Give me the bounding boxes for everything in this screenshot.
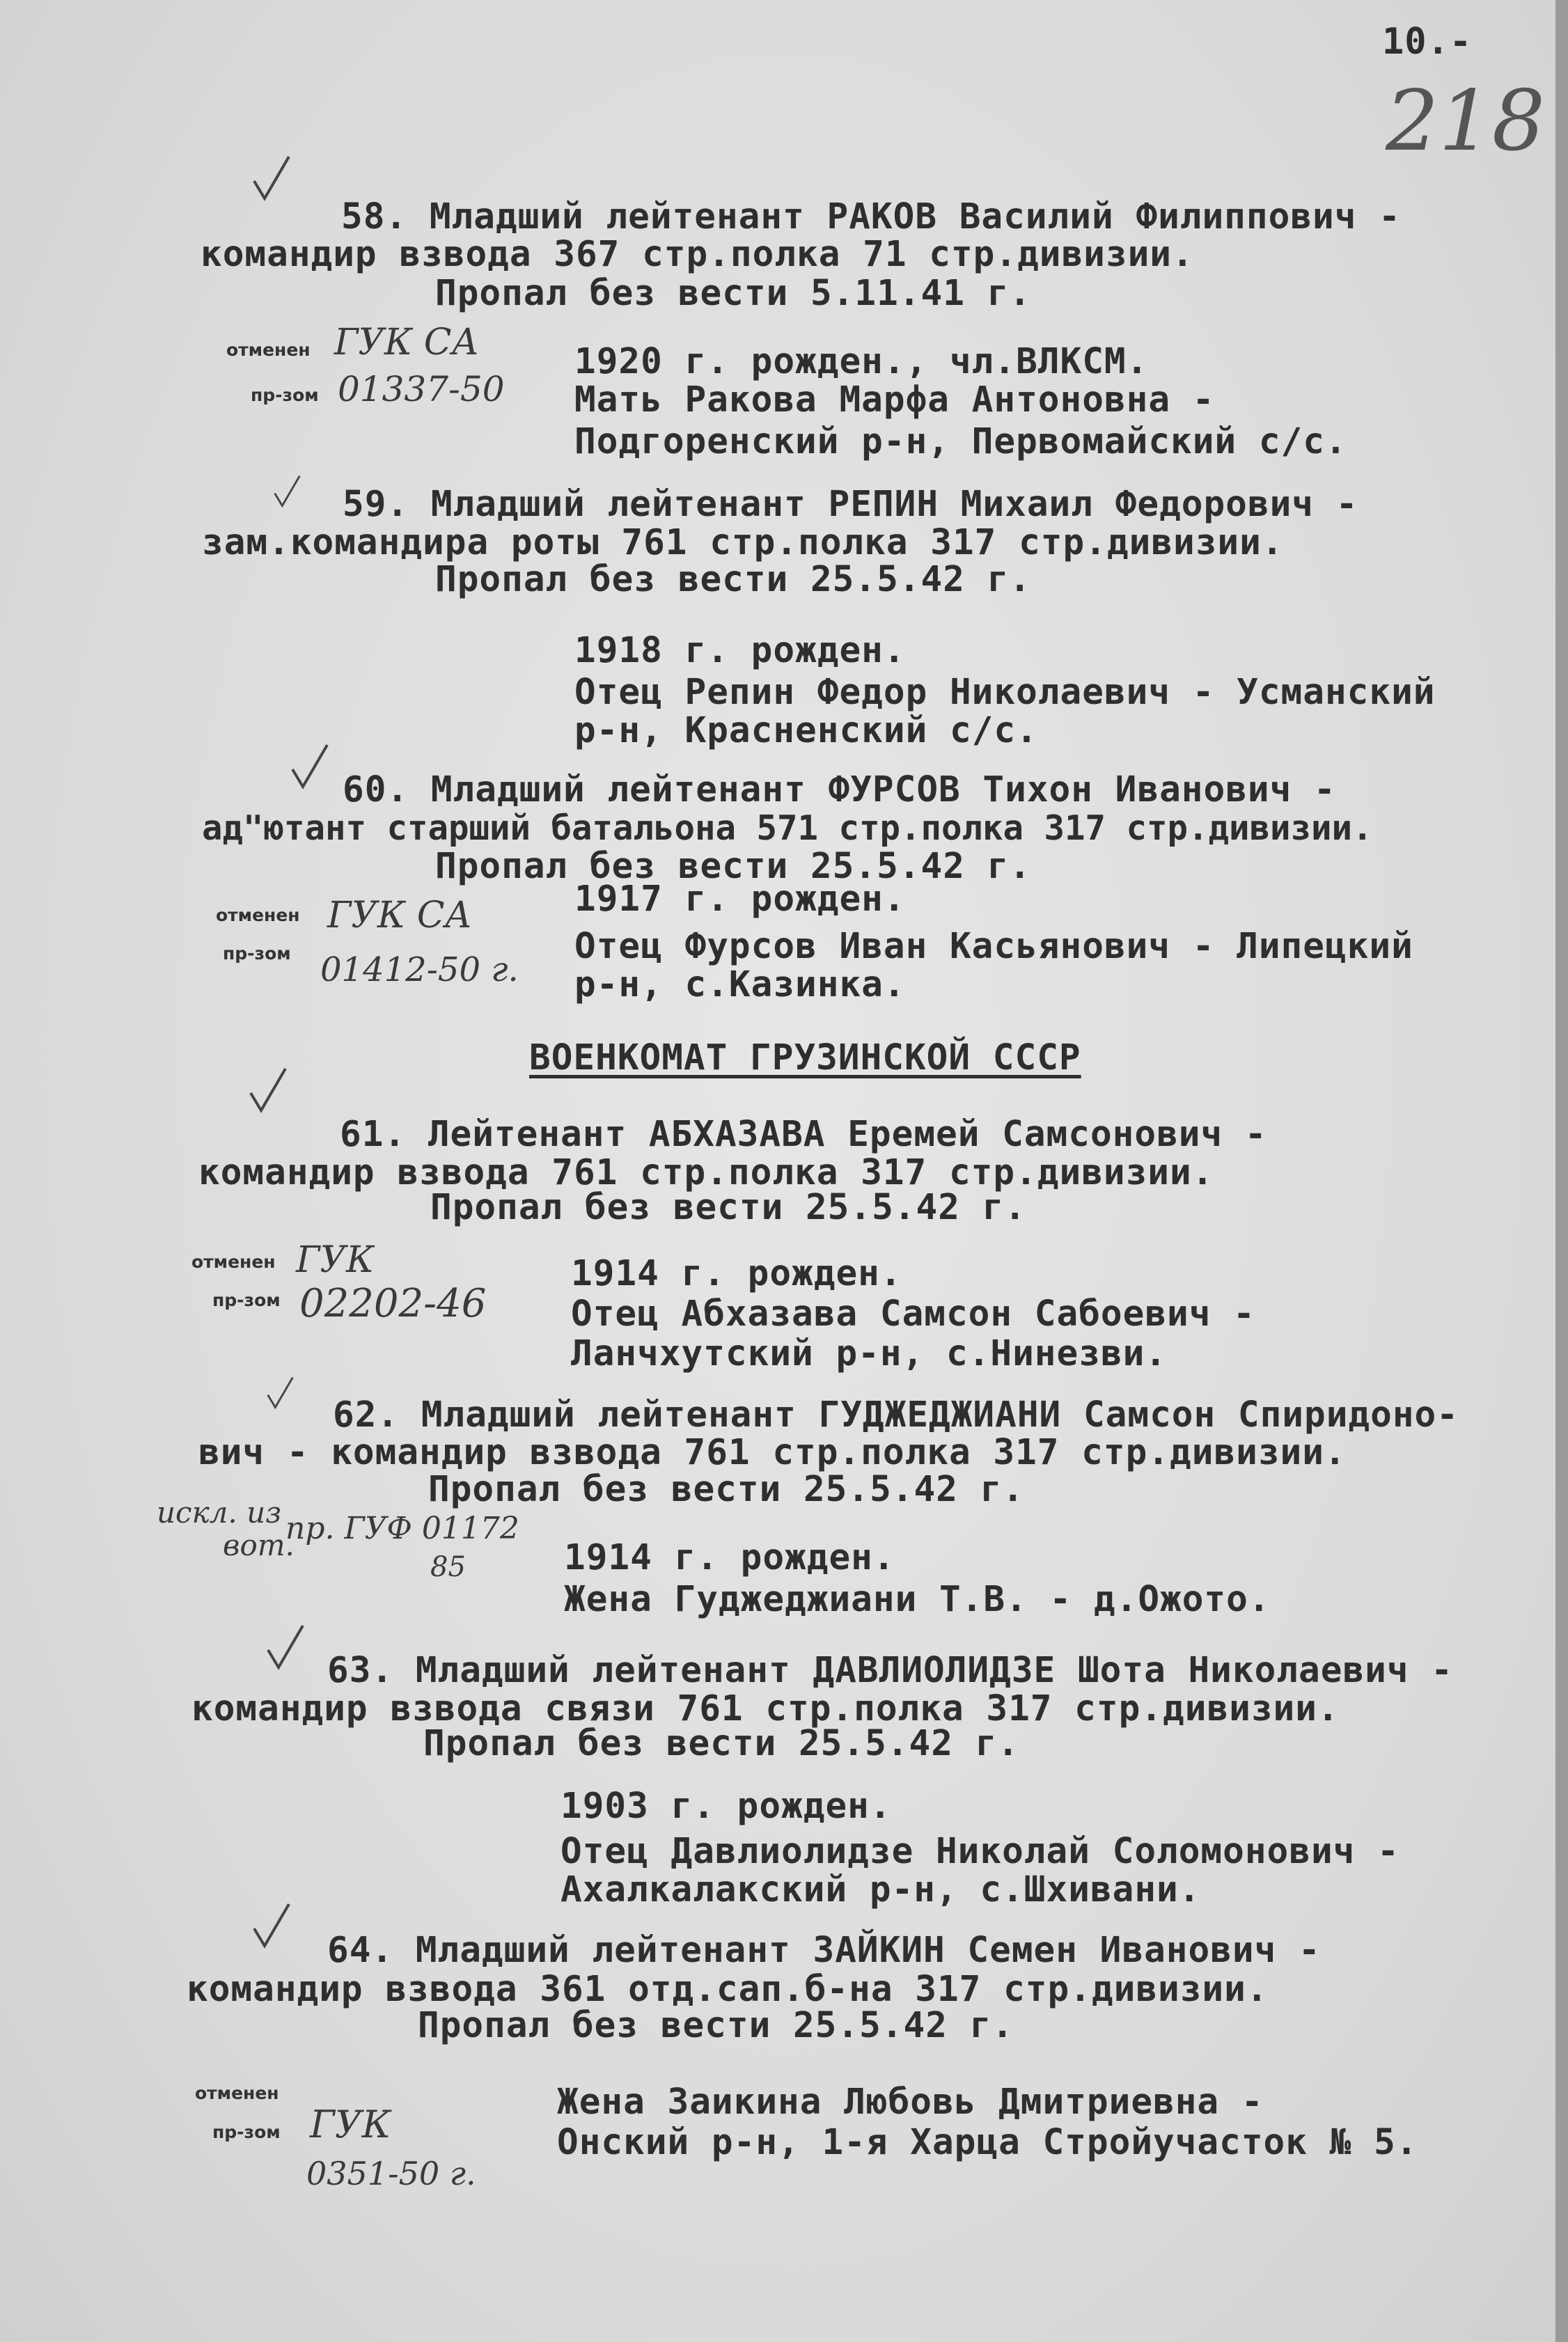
entry-63-line-6: Ахалкалакский р-н, с.Шхивани.	[560, 1869, 1201, 1910]
checkmark-icon	[251, 1901, 292, 1949]
entry-62-line-4: 1914 г. рожден.	[564, 1537, 895, 1578]
entry-63-line-2: командир взвода связи 761 стр.полка 317 стр.дивизии.	[191, 1688, 1340, 1729]
entry-58-line-3: Пропал без вести 5.11.41 г.	[435, 273, 1032, 314]
entry-59-line-5: Отец Репин Федор Николаевич - Усманский	[574, 672, 1436, 713]
entry-62-line-5: Жена Гуджеджиани Т.В. - д.Ожото.	[564, 1579, 1271, 1620]
entry-62-line-3: Пропал без вести 25.5.42 г.	[428, 1469, 1025, 1510]
entry-63-line-4: 1903 г. рожден.	[560, 1786, 892, 1827]
entry-64-line-2: командир взвода 361 отд.сап.б-на 317 стр.дивизии.	[187, 1969, 1269, 2010]
handwritten-note: 02202-46	[299, 1281, 487, 1326]
entry-58-line-4: 1920 г. рожден., чл.ВЛКСМ.	[574, 341, 1149, 382]
entry-60-line-4: 1917 г. рожден.	[574, 879, 906, 920]
entry-59-line-3: Пропал без вести 25.5.42 г.	[435, 559, 1032, 600]
entry-60-line-6: р-н, с.Казинка.	[574, 964, 906, 1005]
cancelled-stamp: отменен	[195, 2083, 279, 2103]
archive-number: 218	[1386, 73, 1546, 170]
entry-64-line-5: Онский р-н, 1-я Харца Стройучасток № 5.	[557, 2122, 1418, 2163]
entry-63-line-5: Отец Давлиолидзе Николай Соломонович -	[560, 1831, 1400, 1872]
entry-61-line-2: командир взвода 761 стр.полка 317 стр.дивизии.	[198, 1152, 1214, 1193]
cancelled-stamp: отменен	[191, 1252, 276, 1272]
handwritten-note: ГУК СА	[334, 322, 479, 363]
handwritten-note: пр. ГУФ 01172	[285, 1511, 519, 1546]
entry-62-line-1: 62. Младший лейтенант ГУДЖЕДЖИАНИ Самсон Спиридоно-	[333, 1394, 1459, 1436]
handwritten-note: 01337-50	[338, 369, 505, 409]
handwritten-note: вот.	[223, 1528, 295, 1562]
entry-63-line-1: 63. Младший лейтенант ДАВЛИОЛИДЗЕ Шота Николаевич -	[327, 1650, 1453, 1691]
entry-61-line-6: Ланчхутский р-н, с.Нинезви.	[571, 1333, 1168, 1374]
entry-62-line-2: вич - командир взвода 761 стр.полка 317 стр.дивизии.	[198, 1432, 1347, 1473]
entry-60-line-3: Пропал без вести 25.5.42 г.	[435, 846, 1032, 887]
entry-60-line-5: Отец Фурсов Иван Касьянович - Липецкий	[574, 926, 1413, 967]
entry-59-line-2: зам.командира роты 761 стр.полка 317 стр.дивизии.	[202, 522, 1284, 563]
handwritten-note: 85	[430, 1551, 466, 1583]
checkmark-icon	[265, 1375, 296, 1410]
entry-58-line-5: Мать Ракова Марфа Антоновна -	[574, 379, 1215, 421]
handwritten-note: ГУК СА	[327, 895, 472, 936]
cancelled-stamp: отменен	[216, 905, 300, 925]
handwritten-note: искл. из	[157, 1495, 282, 1530]
checkmark-icon	[247, 1065, 289, 1114]
page-edge	[1555, 0, 1568, 2342]
checkmark-icon	[265, 1622, 306, 1671]
entry-58-line-2: командир взвода 367 стр.полка 71 стр.дивизии.	[201, 234, 1194, 275]
entry-64-line-1: 64. Младший лейтенант ЗАЙКИН Семен Иванович -	[327, 1930, 1321, 1971]
handwritten-note: ГУК	[296, 1239, 375, 1281]
page-number: 10.-	[1382, 21, 1473, 63]
order-stamp: пр-зом	[212, 2122, 281, 2142]
entry-59-line-4: 1918 г. рожден.	[574, 630, 906, 671]
entry-59-line-6: р-н, Красненский с/с.	[574, 710, 1038, 751]
checkmark-icon	[289, 741, 331, 790]
entry-64-line-3: Пропал без вести 25.5.42 г.	[418, 2005, 1014, 2046]
handwritten-note: 0351-50 г.	[306, 2155, 476, 2192]
entry-58-line-6: Подгоренский р-н, Первомайский с/с.	[574, 421, 1347, 462]
entry-61-line-3: Пропал без вести 25.5.42 г.	[430, 1187, 1027, 1228]
entry-61-line-1: 61. Лейтенант АБХАЗАВА Еремей Самсонович -	[340, 1114, 1267, 1155]
checkmark-icon	[272, 473, 303, 508]
handwritten-note: 01412-50 г.	[320, 950, 519, 989]
order-stamp: пр-зом	[212, 1290, 281, 1310]
entry-60-line-2: ад"ютант старший батальона 571 стр.полка 317 стр.дивизии.	[202, 808, 1373, 848]
entry-64-line-4: Жена Заикина Любовь Дмитриевна -	[557, 2082, 1264, 2123]
entry-61-line-5: Отец Абхазава Самсон Сабоевич -	[571, 1294, 1255, 1335]
checkmark-icon	[251, 153, 292, 202]
cancelled-stamp: отменен	[226, 340, 311, 360]
entry-63-line-3: Пропал без вести 25.5.42 г.	[423, 1723, 1020, 1764]
entry-58-line-1: 58. Младший лейтенант РАКОВ Василий Филиппович -	[341, 196, 1401, 237]
entry-60-line-1: 60. Младший лейтенант ФУРСОВ Тихон Иванович -	[343, 769, 1336, 810]
order-stamp: пр-зом	[251, 385, 319, 405]
section-heading: ВОЕНКОМАТ ГРУЗИНСКОЙ СССР	[529, 1037, 1081, 1078]
entry-59-line-1: 59. Младший лейтенант РЕПИН Михаил Федорович -	[343, 484, 1358, 525]
order-stamp: пр-зом	[223, 943, 291, 964]
handwritten-note: ГУК	[310, 2103, 391, 2146]
entry-61-line-4: 1914 г. рожден.	[571, 1253, 902, 1294]
